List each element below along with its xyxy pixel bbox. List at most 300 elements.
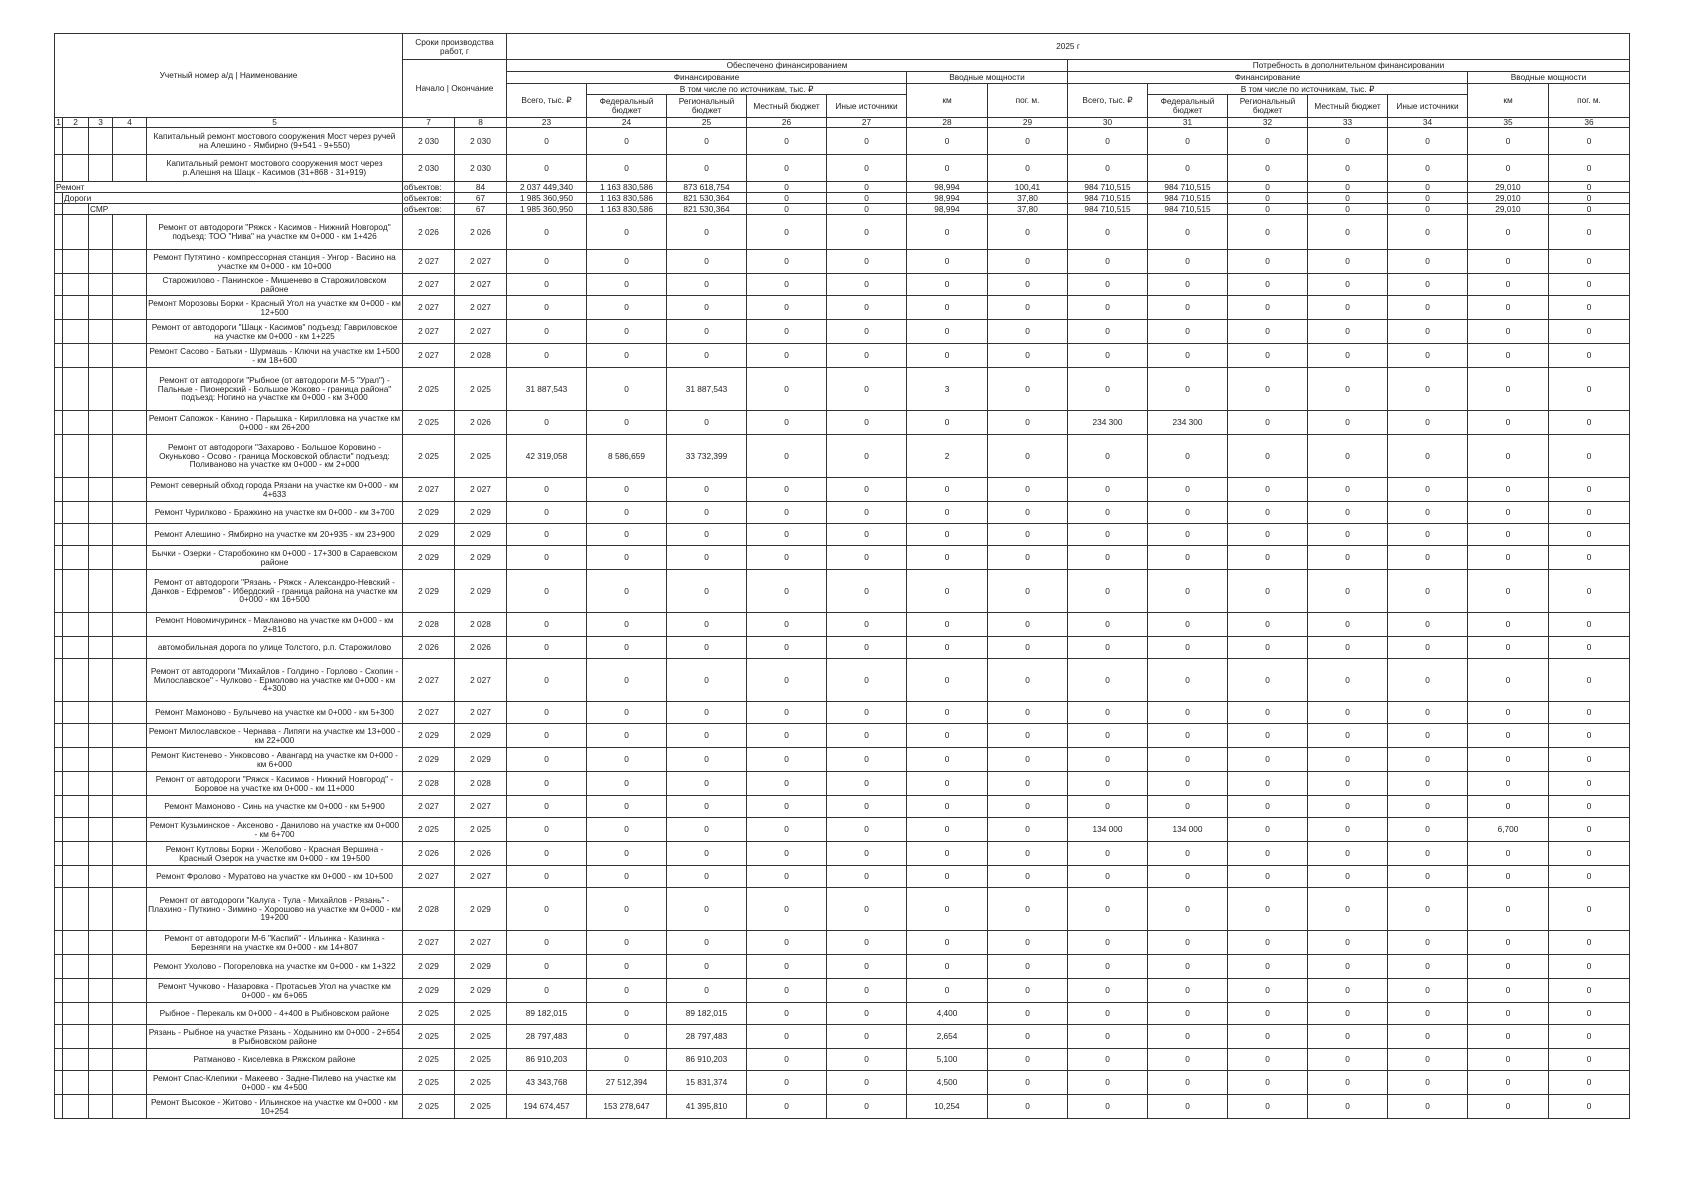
value-cell: 0 <box>667 215 747 250</box>
hierarchy-cell <box>55 659 63 702</box>
value-cell: 0 <box>988 155 1068 182</box>
value-cell: 43 343,768 <box>507 1071 587 1095</box>
value-cell: 0 <box>667 344 747 368</box>
value-cell: 0 <box>1148 274 1228 296</box>
value-cell: 0 <box>667 659 747 702</box>
value-cell: 0 <box>667 502 747 524</box>
table-row <box>55 796 1630 818</box>
value-cell: 0 <box>827 748 907 772</box>
hierarchy-cell <box>55 570 63 613</box>
value-cell: 0 <box>1308 888 1388 931</box>
start-year: 2 029 <box>403 955 455 979</box>
hierarchy-cell <box>113 296 147 320</box>
value-cell: 0 <box>587 215 667 250</box>
value-cell: 0 <box>747 955 827 979</box>
header-total-provided: Всего, тыс. ₽ <box>507 84 587 118</box>
object-name: Ремонт Милославское - Чернава - Липяги на участке км 13+000 - км 22+000 <box>147 724 403 748</box>
value-cell: 86 910,203 <box>667 1049 747 1071</box>
start-year: 2 025 <box>403 818 455 842</box>
value-cell: 0 <box>1549 1003 1630 1025</box>
value-cell: 0 <box>507 320 587 344</box>
value-cell: 0 <box>988 748 1068 772</box>
value-cell: 0 <box>1228 570 1308 613</box>
value-cell: 0 <box>747 888 827 931</box>
value-cell: 10,254 <box>907 1095 988 1119</box>
value-cell: 0 <box>988 796 1068 818</box>
value-cell: 0 <box>747 637 827 659</box>
hierarchy-cell <box>63 435 89 478</box>
value-cell: 0 <box>827 818 907 842</box>
hierarchy-cell <box>113 1071 147 1095</box>
value-cell: 0 <box>1549 344 1630 368</box>
value-cell: 0 <box>1549 888 1630 931</box>
summary-smr <box>55 204 1630 215</box>
value-cell: 0 <box>1549 274 1630 296</box>
header-other-need: Иные источники <box>1388 95 1468 118</box>
start-year: 2 029 <box>403 570 455 613</box>
object-name: Ремонт северный обход города Рязани на участке км 0+000 - км 4+633 <box>147 478 403 502</box>
hierarchy-cell <box>55 1071 63 1095</box>
value-cell: 29,010 <box>1468 182 1549 193</box>
table-row <box>55 1049 1630 1071</box>
object-name: Ремонт от автодороги "Михайлов - Голдино - Горлово - Скопин - Милославское" - Чулково - Ермолово на участке км 0+000 - км 4+300 <box>147 659 403 702</box>
value-cell: 0 <box>1228 955 1308 979</box>
value-cell: 0 <box>827 193 907 204</box>
value-cell: 0 <box>988 866 1068 888</box>
hierarchy-cell <box>63 702 89 724</box>
value-cell: 984 710,515 <box>1148 193 1228 204</box>
value-cell: 0 <box>1228 411 1308 435</box>
header-account-name: Учетный номер а/д | Наименование <box>55 34 403 118</box>
object-name: Ремонт Кузьминское - Аксеново - Данилово на участке км 0+000 - км 6+700 <box>147 818 403 842</box>
hierarchy-cell <box>55 979 63 1003</box>
value-cell: 0 <box>827 274 907 296</box>
hierarchy-cell <box>113 702 147 724</box>
value-cell: 0 <box>1148 796 1228 818</box>
value-cell: 0 <box>1388 250 1468 274</box>
value-cell: 4,500 <box>907 1071 988 1095</box>
hierarchy-cell <box>89 128 113 155</box>
column-number: 5 <box>147 118 403 128</box>
value-cell: 0 <box>1388 193 1468 204</box>
hierarchy-cell <box>89 250 113 274</box>
value-cell: 0 <box>907 842 988 866</box>
value-cell: 0 <box>1308 296 1388 320</box>
value-cell: 0 <box>747 1025 827 1049</box>
value-cell: 0 <box>667 842 747 866</box>
hierarchy-cell <box>89 748 113 772</box>
hierarchy-cell <box>63 866 89 888</box>
value-cell: 0 <box>667 888 747 931</box>
value-cell: 0 <box>907 796 988 818</box>
value-cell: 0 <box>988 478 1068 502</box>
table-row <box>55 842 1630 866</box>
value-cell: 0 <box>1549 637 1630 659</box>
end-year: 2 029 <box>455 502 507 524</box>
end-year: 2 029 <box>455 888 507 931</box>
value-cell: 0 <box>587 1003 667 1025</box>
start-year: 2 029 <box>403 524 455 546</box>
value-cell: 0 <box>1308 724 1388 748</box>
value-cell: 0 <box>1148 659 1228 702</box>
column-number: 7 <box>403 118 455 128</box>
value-cell: 0 <box>1468 502 1549 524</box>
value-cell: 0 <box>1228 193 1308 204</box>
hierarchy-cell <box>63 1025 89 1049</box>
value-cell: 2,654 <box>907 1025 988 1049</box>
value-cell: 0 <box>1228 296 1308 320</box>
end-year: 2 025 <box>455 1049 507 1071</box>
value-cell: 0 <box>1308 748 1388 772</box>
value-cell: 0 <box>1308 818 1388 842</box>
hierarchy-cell <box>113 1095 147 1119</box>
value-cell: 0 <box>907 637 988 659</box>
value-cell: 0 <box>507 772 587 796</box>
table-row <box>55 296 1630 320</box>
value-cell: 984 710,515 <box>1148 182 1228 193</box>
value-cell: 0 <box>1228 842 1308 866</box>
value-cell: 2 <box>907 435 988 478</box>
header-pm-provided: пог. м. <box>988 84 1068 118</box>
hierarchy-cell <box>113 796 147 818</box>
hierarchy-cell <box>63 1071 89 1095</box>
value-cell: 0 <box>1148 250 1228 274</box>
value-cell: 0 <box>1148 128 1228 155</box>
end-year: 2 025 <box>455 818 507 842</box>
value-cell: 0 <box>587 796 667 818</box>
value-cell: 0 <box>907 502 988 524</box>
value-cell: 0 <box>1068 215 1148 250</box>
start-year: 2 026 <box>403 842 455 866</box>
value-cell: 153 278,647 <box>587 1095 667 1119</box>
start-year: 2 025 <box>403 435 455 478</box>
hierarchy-cell <box>89 1071 113 1095</box>
header-local-need: Местный бюджет <box>1308 95 1388 118</box>
value-cell: 0 <box>1308 613 1388 637</box>
value-cell: 41 395,810 <box>667 1095 747 1119</box>
value-cell: 0 <box>747 842 827 866</box>
value-cell: 0 <box>1068 613 1148 637</box>
header-terms: Сроки производства работ, г <box>403 34 507 60</box>
value-cell: 0 <box>1228 155 1308 182</box>
value-cell: 0 <box>1468 435 1549 478</box>
value-cell: 0 <box>1468 637 1549 659</box>
value-cell: 0 <box>667 702 747 724</box>
hierarchy-cell <box>55 320 63 344</box>
value-cell: 0 <box>747 796 827 818</box>
hierarchy-cell <box>63 570 89 613</box>
value-cell: 0 <box>1388 435 1468 478</box>
hierarchy-cell <box>113 613 147 637</box>
value-cell: 0 <box>667 818 747 842</box>
header-year: 2025 г <box>507 34 1630 60</box>
value-cell: 0 <box>1549 215 1630 250</box>
value-cell: 37,80 <box>988 204 1068 215</box>
value-cell: 0 <box>1388 724 1468 748</box>
hierarchy-cell <box>63 1049 89 1071</box>
value-cell: 0 <box>1148 215 1228 250</box>
value-cell: 0 <box>1228 344 1308 368</box>
table-row <box>55 546 1630 570</box>
value-cell: 0 <box>907 274 988 296</box>
value-cell: 0 <box>1468 866 1549 888</box>
start-year: 2 027 <box>403 478 455 502</box>
hierarchy-cell <box>89 478 113 502</box>
value-cell: 0 <box>1228 204 1308 215</box>
value-cell: 0 <box>988 215 1068 250</box>
hierarchy-cell <box>63 478 89 502</box>
value-cell: 0 <box>1468 215 1549 250</box>
value-cell: 0 <box>1388 344 1468 368</box>
value-cell: 0 <box>1148 1025 1228 1049</box>
value-cell: 0 <box>1308 570 1388 613</box>
value-cell: 0 <box>1308 182 1388 193</box>
value-cell: 0 <box>587 866 667 888</box>
value-cell: 0 <box>587 1025 667 1049</box>
value-cell: 0 <box>747 193 827 204</box>
hierarchy-cell <box>63 368 89 411</box>
value-cell: 0 <box>1468 888 1549 931</box>
value-cell: 0 <box>1148 613 1228 637</box>
hierarchy-cell <box>55 204 63 215</box>
value-cell: 194 674,457 <box>507 1095 587 1119</box>
hierarchy-cell <box>55 546 63 570</box>
value-cell: 0 <box>587 613 667 637</box>
value-cell: 0 <box>667 296 747 320</box>
table-row <box>55 320 1630 344</box>
value-cell: 0 <box>1308 502 1388 524</box>
hierarchy-cell <box>113 772 147 796</box>
header-local-provided: Местный бюджет <box>747 95 827 118</box>
table-row <box>55 215 1630 250</box>
table-row <box>55 748 1630 772</box>
value-cell: 37,80 <box>988 193 1068 204</box>
value-cell: 0 <box>988 524 1068 546</box>
value-cell: 0 <box>1468 772 1549 796</box>
hierarchy-cell <box>89 274 113 296</box>
value-cell: 0 <box>988 818 1068 842</box>
value-cell: 89 182,015 <box>507 1003 587 1025</box>
value-cell: 0 <box>507 659 587 702</box>
value-cell: 0 <box>988 772 1068 796</box>
value-cell: 0 <box>988 128 1068 155</box>
value-cell: 0 <box>1228 274 1308 296</box>
value-cell: 0 <box>907 702 988 724</box>
value-cell: 0 <box>1308 772 1388 796</box>
value-cell: 0 <box>988 931 1068 955</box>
value-cell: 0 <box>827 182 907 193</box>
value-cell: 0 <box>1148 296 1228 320</box>
value-cell: 0 <box>827 866 907 888</box>
header-pm-need: пог. м. <box>1549 84 1630 118</box>
value-cell: 0 <box>667 250 747 274</box>
hierarchy-cell <box>63 931 89 955</box>
start-year: 2 030 <box>403 155 455 182</box>
value-cell: 0 <box>827 796 907 818</box>
value-cell: 0 <box>1468 1071 1549 1095</box>
value-cell: 0 <box>1549 546 1630 570</box>
start-year: 2 027 <box>403 344 455 368</box>
value-cell: 0 <box>1549 955 1630 979</box>
start-year: 2 027 <box>403 659 455 702</box>
value-cell: 0 <box>907 659 988 702</box>
value-cell: 0 <box>907 818 988 842</box>
start-year: 2 025 <box>403 1049 455 1071</box>
value-cell: 0 <box>1068 296 1148 320</box>
hierarchy-cell <box>89 1025 113 1049</box>
end-year: 2 027 <box>455 274 507 296</box>
value-cell: 0 <box>587 637 667 659</box>
column-numbers-row <box>55 118 1630 128</box>
column-number: 1 <box>56 117 61 128</box>
value-cell: 0 <box>827 546 907 570</box>
hierarchy-cell <box>63 296 89 320</box>
hierarchy-cell <box>55 1095 63 1119</box>
value-cell: 0 <box>507 296 587 320</box>
end-year: 2 027 <box>455 250 507 274</box>
start-year: 2 026 <box>403 637 455 659</box>
hierarchy-cell <box>63 1095 89 1119</box>
object-name: Ремонт Спас-Клепики - Макеево - Задне-Пилево на участке км 0+000 - км 4+500 <box>147 1071 403 1095</box>
value-cell: 0 <box>1308 128 1388 155</box>
value-cell: 0 <box>1468 296 1549 320</box>
value-cell: 1 163 830,586 <box>587 182 667 193</box>
value-cell: 0 <box>587 296 667 320</box>
value-cell: 0 <box>1228 368 1308 411</box>
value-cell: 0 <box>1148 842 1228 866</box>
hierarchy-cell <box>89 955 113 979</box>
hierarchy-cell <box>55 250 63 274</box>
value-cell: 234 300 <box>1148 411 1228 435</box>
value-cell: 0 <box>1068 931 1148 955</box>
summary-unit: объектов: <box>403 204 455 215</box>
value-cell: 0 <box>1148 888 1228 931</box>
column-number: 30 <box>1068 118 1148 128</box>
start-year: 2 027 <box>403 702 455 724</box>
start-year: 2 029 <box>403 502 455 524</box>
hierarchy-cell <box>89 320 113 344</box>
value-cell: 0 <box>1148 1071 1228 1095</box>
hierarchy-cell <box>89 659 113 702</box>
column-number: 27 <box>827 118 907 128</box>
table-row <box>55 1071 1630 1095</box>
value-cell: 0 <box>1388 128 1468 155</box>
value-cell: 0 <box>1148 502 1228 524</box>
value-cell: 0 <box>1308 344 1388 368</box>
value-cell: 0 <box>1468 524 1549 546</box>
hierarchy-cell <box>113 637 147 659</box>
value-cell: 0 <box>1068 637 1148 659</box>
table-row <box>55 866 1630 888</box>
value-cell: 0 <box>1549 411 1630 435</box>
value-cell: 0 <box>507 524 587 546</box>
value-cell: 0 <box>667 796 747 818</box>
hierarchy-cell <box>89 637 113 659</box>
value-cell: 0 <box>747 613 827 637</box>
object-name: Ратманово - Киселевка в Ряжском районе <box>147 1049 403 1071</box>
hierarchy-cell <box>55 613 63 637</box>
hierarchy-cell <box>89 1003 113 1025</box>
value-cell: 0 <box>1468 1049 1549 1071</box>
value-cell: 0 <box>1068 502 1148 524</box>
value-cell: 0 <box>1148 155 1228 182</box>
value-cell: 0 <box>1308 1095 1388 1119</box>
value-cell: 0 <box>1148 435 1228 478</box>
value-cell: 0 <box>1468 659 1549 702</box>
value-cell: 0 <box>827 1049 907 1071</box>
value-cell: 0 <box>1068 250 1148 274</box>
value-cell: 0 <box>747 772 827 796</box>
value-cell: 0 <box>1468 546 1549 570</box>
value-cell: 0 <box>1388 979 1468 1003</box>
value-cell: 0 <box>587 702 667 724</box>
value-cell: 0 <box>1228 1049 1308 1071</box>
value-cell: 98,994 <box>907 204 988 215</box>
header-federal-provided: Федеральный бюджет <box>587 95 667 118</box>
table-row <box>55 772 1630 796</box>
end-year: 2 029 <box>455 724 507 748</box>
value-cell: 0 <box>747 1049 827 1071</box>
value-cell: 0 <box>1228 888 1308 931</box>
value-cell: 0 <box>988 1003 1068 1025</box>
value-cell: 0 <box>1308 931 1388 955</box>
value-cell: 0 <box>667 320 747 344</box>
hierarchy-cell <box>89 411 113 435</box>
value-cell: 0 <box>827 637 907 659</box>
value-cell: 0 <box>907 128 988 155</box>
value-cell: 0 <box>1549 818 1630 842</box>
value-cell: 0 <box>1468 748 1549 772</box>
value-cell: 0 <box>907 546 988 570</box>
value-cell: 0 <box>1228 478 1308 502</box>
end-year: 2 027 <box>455 478 507 502</box>
value-cell: 0 <box>907 215 988 250</box>
value-cell: 0 <box>1308 866 1388 888</box>
value-cell: 0 <box>988 1095 1068 1119</box>
hierarchy-cell <box>113 818 147 842</box>
hierarchy-cell <box>55 637 63 659</box>
object-name: Ремонт Алешино - Ямбирно на участке км 20+935 - км 23+900 <box>147 524 403 546</box>
hierarchy-cell <box>63 955 89 979</box>
value-cell: 0 <box>507 250 587 274</box>
header-regional-provided: Региональный бюджет <box>667 95 747 118</box>
value-cell: 0 <box>1228 128 1308 155</box>
table-row <box>55 274 1630 296</box>
value-cell: 0 <box>1308 702 1388 724</box>
value-cell: 0 <box>1308 1049 1388 1071</box>
value-cell: 0 <box>1068 659 1148 702</box>
end-year: 2 029 <box>455 570 507 613</box>
value-cell: 0 <box>827 842 907 866</box>
hierarchy-cell <box>55 155 63 182</box>
value-cell: 3 <box>907 368 988 411</box>
end-year: 2 029 <box>455 524 507 546</box>
value-cell: 0 <box>1148 320 1228 344</box>
value-cell: 0 <box>587 772 667 796</box>
value-cell: 0 <box>587 478 667 502</box>
value-cell: 0 <box>747 979 827 1003</box>
object-name: Ремонт от автодороги "Шацк - Касимов" подъезд: Гавриловское на участке км 0+000 - км 1+225 <box>147 320 403 344</box>
value-cell: 0 <box>1549 435 1630 478</box>
hierarchy-cell <box>113 368 147 411</box>
column-number: 35 <box>1468 118 1549 128</box>
value-cell: 0 <box>1068 155 1148 182</box>
value-cell: 0 <box>827 702 907 724</box>
object-name: Ремонт Сапожок - Канино - Парышка - Кирилловка на участке км 0+000 - км 26+200 <box>147 411 403 435</box>
value-cell: 0 <box>988 435 1068 478</box>
end-year: 2 027 <box>455 296 507 320</box>
value-cell: 0 <box>507 411 587 435</box>
